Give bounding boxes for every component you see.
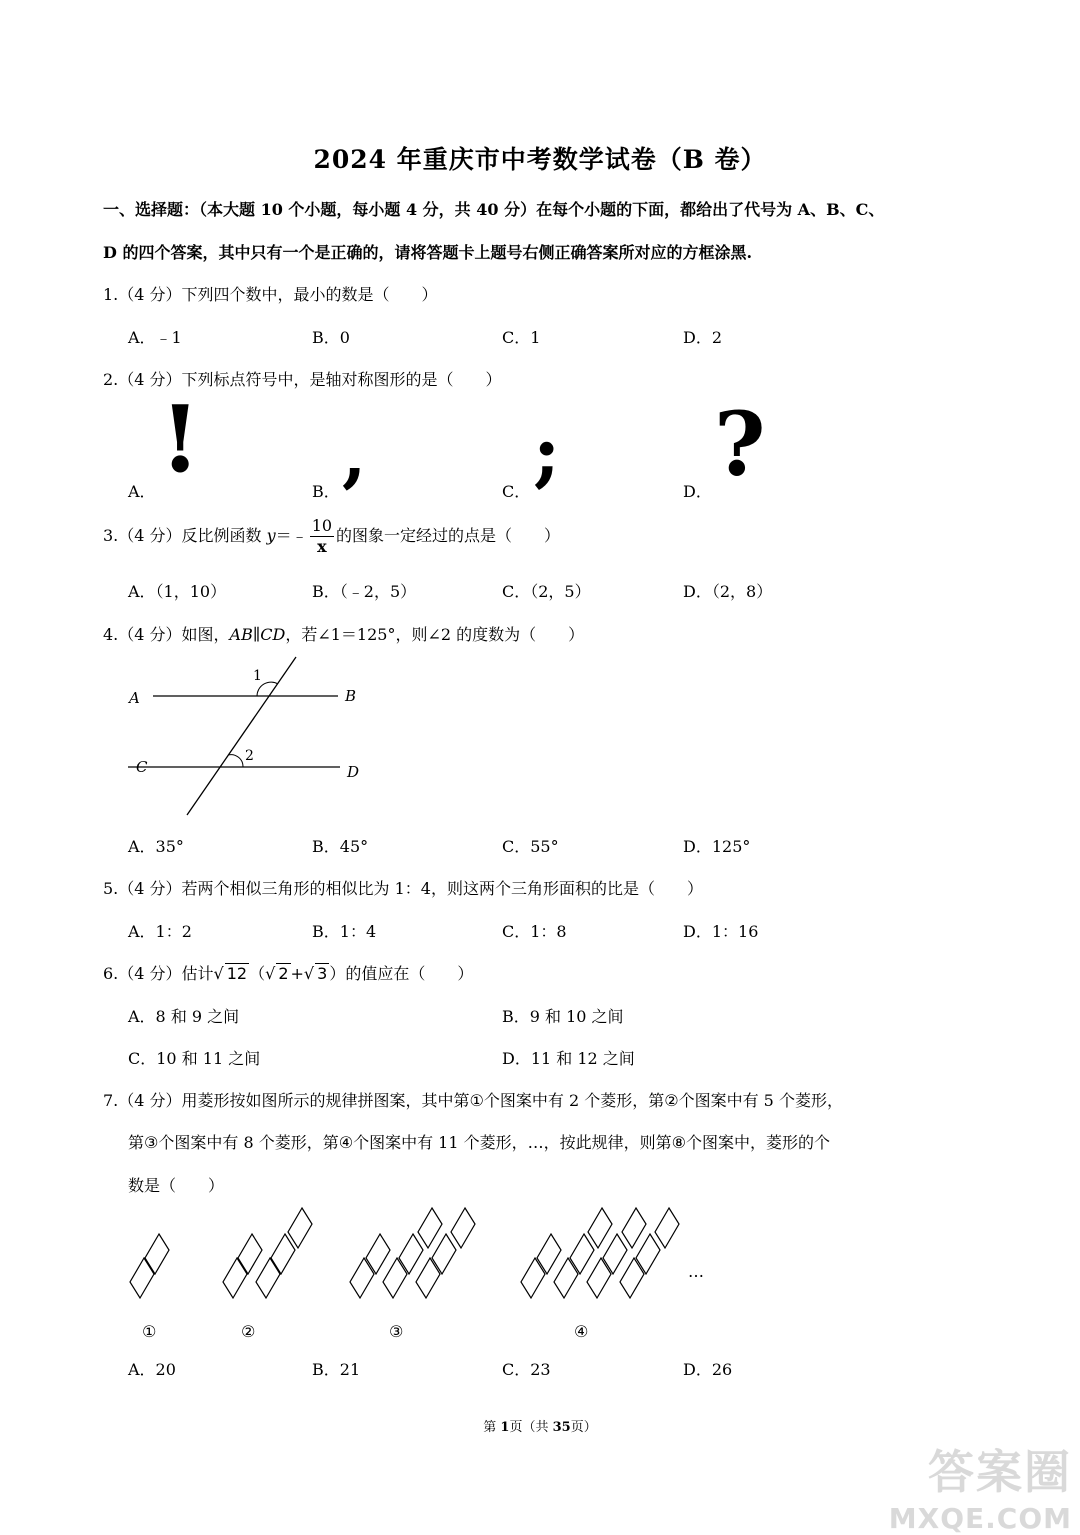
question-7-option-a: A．20 xyxy=(128,1360,176,1379)
sqrt-12: 12 xyxy=(226,964,248,983)
angle-1-label: 1 xyxy=(253,668,262,684)
pattern-4-label: ④ xyxy=(574,1322,589,1341)
exclamation-mark-glyph: ! xyxy=(160,385,201,493)
question-1-stem: 1.（4 分）下列四个数中，最小的数是（ ） xyxy=(103,285,438,304)
question-2-option-b-label: B． xyxy=(312,482,340,501)
pattern-3-label: ③ xyxy=(389,1322,404,1341)
section-instructions-line2: D 的四个答案，其中只有一个是正确的，请将答题卡上题号右侧正确答案所对应的方框涂黑. xyxy=(103,243,753,262)
radical-sign: √ xyxy=(265,964,276,983)
rhombus xyxy=(256,1258,280,1298)
point-c-label: C xyxy=(136,758,148,776)
question-4-stem-post: ，若∠1＝125°，则∠2 的度数为（ ） xyxy=(285,625,585,644)
comma-glyph: , xyxy=(342,413,367,496)
question-2-stem: 2.（4 分）下列标点符号中，是轴对称图形的是（ ） xyxy=(103,370,502,389)
site-watermark xyxy=(889,1436,1072,1535)
parallel-notation: AB∥CD xyxy=(229,625,286,644)
question-3-option-d: D．（2，8） xyxy=(683,582,773,601)
question-6-stem-post: ）的值应在（ ） xyxy=(329,964,474,983)
pattern-2-label: ② xyxy=(241,1322,256,1341)
point-b-label: B xyxy=(345,687,357,705)
question-7-option-d: D．26 xyxy=(683,1360,733,1379)
point-a-label: A xyxy=(129,689,140,707)
question-4-option-d: D．125° xyxy=(683,837,751,856)
question-6-stem-pre: 6.（4 分）估计 xyxy=(103,964,214,983)
footer-text: 页（共 xyxy=(509,1420,553,1435)
rhombus xyxy=(288,1208,312,1248)
question-2-option-c-label: C． xyxy=(502,482,531,501)
radical-sign: √ xyxy=(213,964,224,983)
question-4-option-c: C．55° xyxy=(502,837,559,856)
question-7-option-c: C．23 xyxy=(502,1360,551,1379)
page-footer xyxy=(0,1416,1080,1435)
q7-text: 个图案中，菱形的个 xyxy=(685,1133,830,1152)
question-3-stem-pre: 3.（4 分）反比例函数 xyxy=(103,526,267,545)
section-instructions-line1: 一、选择题：（本大题 10 个小题，每小题 4 分，共 40 分）在每个小题的下面，都给出了代号为 A、B、C、 xyxy=(103,200,885,219)
pattern-1-label: ① xyxy=(142,1322,157,1341)
q7-text: 个图案中有 8 个菱形，第 xyxy=(158,1133,339,1152)
question-3-option-b: B．（﹣2，5） xyxy=(312,582,417,601)
sqrt-2: 2 xyxy=(278,964,289,983)
circled-8: ⑧ xyxy=(671,1133,686,1152)
page-title: 2024 年重庆市中考数学试卷（B 卷） xyxy=(313,145,767,174)
sqrt-3: 3 xyxy=(317,964,328,983)
footer-text: 页） xyxy=(570,1420,597,1435)
q7-text: 个图案中有 5 个菱形， xyxy=(678,1091,843,1110)
semicolon-glyph: ; xyxy=(533,410,561,496)
rhombus xyxy=(622,1208,646,1248)
question-6-option-b: B．9 和 10 之间 xyxy=(502,1007,624,1026)
watermark-url: MXQE.COM xyxy=(888,1502,1072,1535)
rhombus xyxy=(145,1234,169,1274)
q7-text: 7.（4 分）用菱形按如图所示的规律拼图案，其中第 xyxy=(103,1091,470,1110)
rhombus xyxy=(655,1208,679,1248)
question-1-option-b: B．0 xyxy=(312,328,350,347)
plus-sign: + xyxy=(290,964,304,983)
q7-text: 个图案中有 11 个菱形，…，按此规律，则第 xyxy=(353,1133,672,1152)
angle-2-label: 2 xyxy=(245,748,254,764)
rhombus xyxy=(451,1208,475,1248)
question-5-option-d: D．1：16 xyxy=(683,922,759,941)
rhombus xyxy=(418,1208,442,1248)
question-6-option-d: D．11 和 12 之间 xyxy=(502,1049,635,1068)
radical-sign: √ xyxy=(303,964,315,983)
footer-total-pages: 35 xyxy=(552,1420,571,1435)
question-4-option-a: A．35° xyxy=(128,837,184,856)
fraction-numerator: 10 xyxy=(311,516,333,535)
question-3-option-a: A．（1，10） xyxy=(128,582,227,601)
question-2-option-d-label: D． xyxy=(683,482,712,501)
point-d-label: D xyxy=(347,763,360,781)
question-7-option-b: B．21 xyxy=(312,1360,361,1379)
footer-page-number: 1 xyxy=(500,1420,510,1435)
question-3-option-c: C．（2，5） xyxy=(502,582,591,601)
rhombus xyxy=(271,1234,295,1274)
question-1-option-c: C．1 xyxy=(502,328,541,347)
question-5-option-a: A．1：2 xyxy=(128,922,192,941)
left-paren: （ xyxy=(249,964,266,983)
equals-minus: ＝﹣ xyxy=(275,526,308,545)
rhombus xyxy=(588,1208,612,1248)
circled-3: ③ xyxy=(144,1133,159,1152)
question-3-stem-post: 的图象一定经过的点是（ ） xyxy=(336,526,561,545)
question-6-option-a: A．8 和 9 之间 xyxy=(128,1007,240,1026)
rhombus xyxy=(223,1258,247,1298)
question-7-stem-line3: 数是（ ） xyxy=(128,1176,225,1195)
fraction-denominator: x xyxy=(317,537,327,556)
question-1-option-a: A．﹣1 xyxy=(128,328,182,347)
circled-4: ④ xyxy=(338,1133,354,1152)
question-5-option-c: C．1：8 xyxy=(502,922,567,941)
footer-text: 第 xyxy=(483,1420,501,1435)
question-1-option-d: D．2 xyxy=(683,328,723,347)
pattern-ellipsis: … xyxy=(688,1262,704,1281)
question-4-option-b: B．45° xyxy=(312,837,369,856)
variable-y: y xyxy=(266,526,276,545)
rhombus xyxy=(130,1258,154,1298)
q7-text: 第 xyxy=(128,1133,145,1152)
circled-1: ① xyxy=(469,1091,484,1110)
q7-text: 个图案中有 2 个菱形，第 xyxy=(483,1091,665,1110)
question-2-option-a-label: A． xyxy=(128,482,156,501)
watermark-logo-text: 答案圈 xyxy=(928,1445,1072,1499)
question-5-option-b: B．1：4 xyxy=(312,922,377,941)
circled-2: ② xyxy=(664,1091,679,1110)
question-6-option-c: C．10 和 11 之间 xyxy=(128,1049,261,1068)
question-mark-glyph: ? xyxy=(714,392,766,496)
question-4-stem-pre: 4.（4 分）如图， xyxy=(103,625,230,644)
rhombus xyxy=(238,1234,262,1274)
question-5-stem: 5.（4 分）若两个相似三角形的相似比为 1：4，则这两个三角形面积的比是（ ） xyxy=(103,879,703,898)
